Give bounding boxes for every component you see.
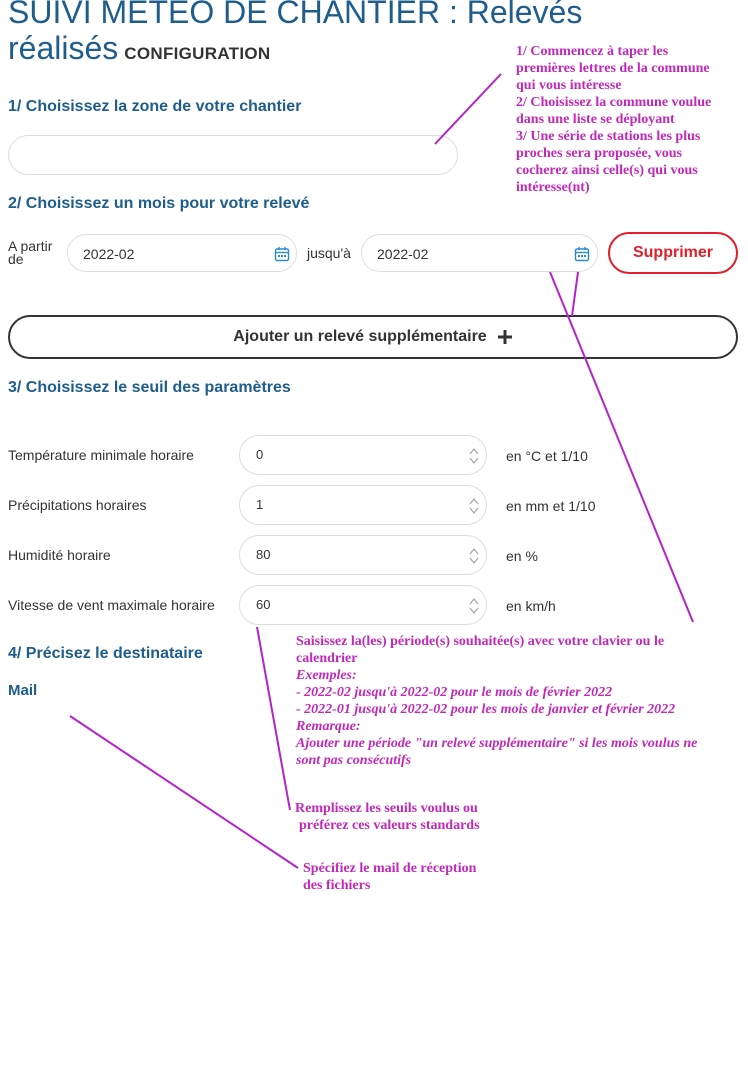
unit-temperature: en °C et 1/10: [506, 448, 588, 464]
recipient-heading: 4/ Précisez le destinataire: [8, 645, 203, 662]
unit-precipitation: en mm et 1/10: [506, 498, 596, 514]
param-label-humidity: Humidité horaire: [8, 547, 111, 563]
add-period-button[interactable]: Ajouter un relevé supplémentaire: [8, 315, 738, 359]
to-label: jusqu'à: [307, 245, 351, 261]
zone-heading: 1/ Choisissez la zone de votre chantier: [8, 98, 302, 115]
zone-note: 1/ Commencez à taper les premières lettres de la commune qui vous intéresse 2/ Choisissez la commune voulue dans une liste se déployant 3/ Une série de stations les plus proches sera proposée, vous cocherez ainsi celle(s) qui vous intéresse(nt): [516, 44, 712, 195]
temperature-input[interactable]: 0: [239, 435, 487, 475]
from-month-input[interactable]: 2022-02: [67, 234, 297, 272]
arrow-mail-line: [70, 716, 298, 868]
page-subtitle: CONFIGURATION: [124, 44, 271, 63]
page-title: SUIVI METEO DE CHANTIER : Relevés réalisés CONFIGURATION: [8, 0, 583, 66]
wind-input[interactable]: 60: [239, 585, 487, 625]
param-label-precipitation: Précipitations horaires: [8, 497, 147, 513]
arrow-threshold-line: [257, 627, 290, 810]
month-heading: 2/ Choisissez un mois pour votre relevé: [8, 195, 310, 212]
mail-note: Spécifiez le mail de réception des fichiers: [303, 861, 477, 893]
param-label-temperature: Température minimale horaire: [8, 447, 194, 463]
arrow-zone-line: [435, 74, 501, 144]
from-label: A partir de: [8, 238, 53, 267]
to-month-input[interactable]: 2022-02: [361, 234, 598, 272]
arrow-period-line2: [572, 272, 578, 316]
threshold-note: Remplissez les seuils voulus ou préférez ces valeurs standards: [295, 801, 480, 833]
mail-label: Mail: [8, 682, 38, 699]
period-note: Saisissez la(les) période(s) souhaitée(s) avec votre clavier ou le calendrier Exemples: - 2022-02 jusqu'à 2022-02 pour le mois de février 2022 - 2022-01 jusqu'à 2022-02 pour les mois de janvier et février 2022 Remarque: Ajouter une période "un relevé supplémentaire" si les mois voulus ne sont pas consécutifs: [296, 634, 698, 768]
humidity-input[interactable]: 80: [239, 535, 487, 575]
threshold-heading: 3/ Choisissez le seuil des paramètres: [8, 379, 291, 396]
unit-humidity: en %: [506, 548, 538, 564]
arrow-period-line: [550, 272, 693, 622]
param-label-wind: Vitesse de vent maximale horaire: [8, 597, 215, 613]
delete-button[interactable]: Supprimer: [608, 232, 738, 274]
precipitation-input[interactable]: 1: [239, 485, 487, 525]
unit-wind: en km/h: [506, 598, 556, 614]
